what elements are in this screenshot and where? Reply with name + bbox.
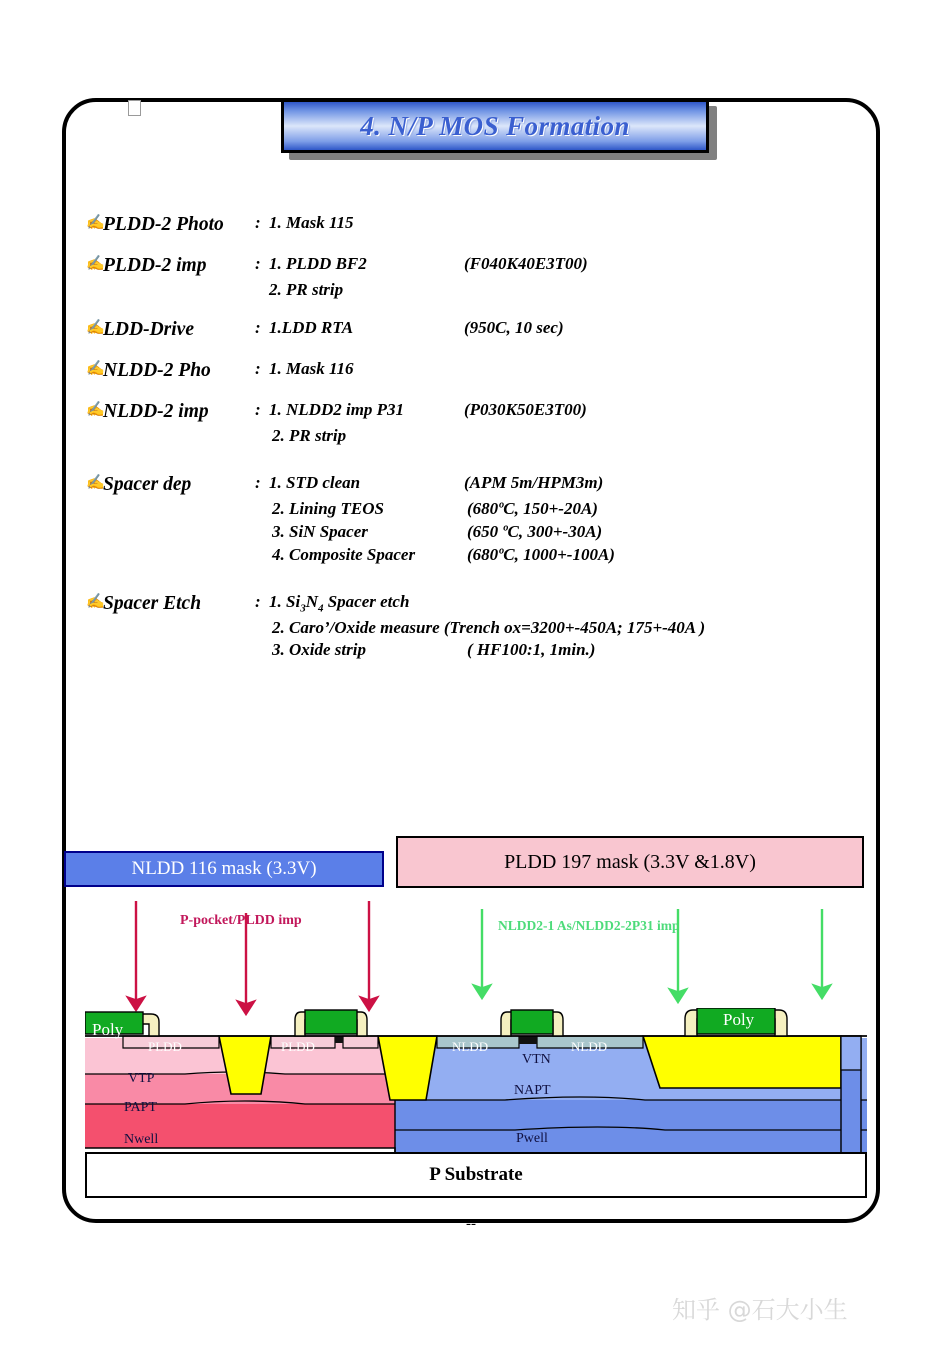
step-title: Spacer Etch xyxy=(103,592,202,614)
footer-dash: -- xyxy=(466,1216,476,1232)
papt-layer-label: PAPT xyxy=(124,1100,157,1115)
step-recipe: (P030K50E3T00) xyxy=(464,400,587,420)
step-detail: 4. Composite Spacer xyxy=(272,544,416,564)
step-detail: 3. SiN Spacer xyxy=(272,522,368,542)
poly-label-left: Poly xyxy=(92,1020,124,1039)
step-detail: 2. PR strip xyxy=(269,280,344,300)
step-colon: : xyxy=(255,213,261,232)
step-detail: 2. PR strip xyxy=(272,426,347,446)
pen-bullet-icon: ✍ xyxy=(86,320,105,337)
step-detail: 1. Mask 115 xyxy=(269,213,354,232)
step-recipe: (F040K40E3T00) xyxy=(464,254,588,274)
napt-layer-label: NAPT xyxy=(514,1083,551,1098)
nldd-implant-label: NLDD2-1 As/NLDD2-2P31 imp xyxy=(498,918,680,933)
p-pocket-implant-label: P-pocket/PLDD imp xyxy=(180,913,302,928)
p-substrate-box xyxy=(85,1152,867,1198)
step-detail: 1. STD clean xyxy=(269,473,361,493)
process-group xyxy=(86,317,786,343)
step-colon: : xyxy=(255,473,261,493)
step-recipe: (650 ºC, 300+-30A) xyxy=(467,522,603,542)
nldd-mask-label: NLDD 116 mask (3.3V) xyxy=(131,858,317,879)
step-recipe: (950C, 10 sec) xyxy=(464,318,564,338)
pldd-mask-label: PLDD 197 mask (3.3V &1.8V) xyxy=(504,850,756,873)
step-recipe: (APM 5m/HPM3m) xyxy=(464,473,604,493)
implant-arrows xyxy=(60,895,880,1020)
process-group xyxy=(86,212,786,238)
nldd-region-label-2: NLDD xyxy=(571,1039,608,1054)
page-title: 4. N/P MOS Formation xyxy=(360,110,630,141)
step-detail: 2. Caro’/Oxide measure (Trench ox=3200+-450A; 175+-40A ) xyxy=(272,617,706,637)
pen-bullet-icon: ✍ xyxy=(86,256,105,273)
step-recipe: (680ºC, 150+-20A) xyxy=(467,499,598,519)
step-title: LDD-Drive xyxy=(103,319,194,341)
vtn-layer-label: VTN xyxy=(522,1052,551,1067)
pldd-region-label-1: PLDD xyxy=(148,1039,182,1054)
pldd-region-label-2: PLDD xyxy=(281,1039,315,1054)
step-title: Spacer dep xyxy=(103,474,192,496)
pen-bullet-icon: ✍ xyxy=(86,215,105,231)
step-title: NLDD-2 imp xyxy=(103,401,209,423)
pen-bullet-icon: ✍ xyxy=(86,361,105,378)
step-colon: : xyxy=(255,254,261,274)
title-banner xyxy=(281,99,709,153)
step-detail: 2. Lining TEOS xyxy=(272,499,384,519)
step-detail: 1.LDD RTA xyxy=(269,318,354,338)
step-recipe: ( HF100:1, 1min.) xyxy=(467,640,596,660)
process-group xyxy=(86,253,786,302)
process-group xyxy=(86,472,786,566)
step-colon: : xyxy=(255,318,261,338)
step-detail: 1. Mask 116 xyxy=(269,359,354,379)
process-group xyxy=(86,358,786,384)
step-detail: 1. PLDD BF2 xyxy=(269,254,367,274)
step-detail-sin: 1. $Si_3N_4$ Spacer etch xyxy=(269,591,410,614)
pldd-mask-legend xyxy=(396,836,864,888)
watermark: 知乎 @石大小生 xyxy=(672,1296,848,1324)
p-substrate-label: P Substrate xyxy=(429,1164,523,1185)
pen-bullet-icon: ✍ xyxy=(86,475,105,492)
process-group xyxy=(86,591,786,663)
nwell-layer-label: Nwell xyxy=(124,1132,159,1147)
step-title: NLDD-2 Pho xyxy=(103,360,211,382)
vtp-layer-label: VTP xyxy=(128,1071,155,1086)
step-detail: 1. NLDD2 imp P31 xyxy=(269,400,405,420)
step-title: PLDD-2 imp xyxy=(103,255,207,277)
pwell-layer-label: Pwell xyxy=(516,1131,548,1146)
pen-bullet-icon: ✍ xyxy=(86,402,105,419)
step-recipe: (680ºC, 1000+-100A) xyxy=(467,544,615,564)
step-detail: 3. Oxide strip xyxy=(272,640,366,660)
nldd-region-label-1: NLDD xyxy=(452,1039,489,1054)
pen-bullet-icon: ✍ xyxy=(86,593,105,610)
process-step-list xyxy=(86,212,786,677)
process-group xyxy=(86,399,786,448)
step-colon: : xyxy=(255,591,261,611)
step-title: PLDD-2 Photo xyxy=(103,214,224,235)
nldd-mask-legend xyxy=(64,851,384,887)
poly-label-right: Poly xyxy=(723,1010,755,1029)
step-colon: : xyxy=(255,400,261,420)
step-colon: : xyxy=(255,359,261,379)
missing-glyph-icon xyxy=(128,100,141,116)
